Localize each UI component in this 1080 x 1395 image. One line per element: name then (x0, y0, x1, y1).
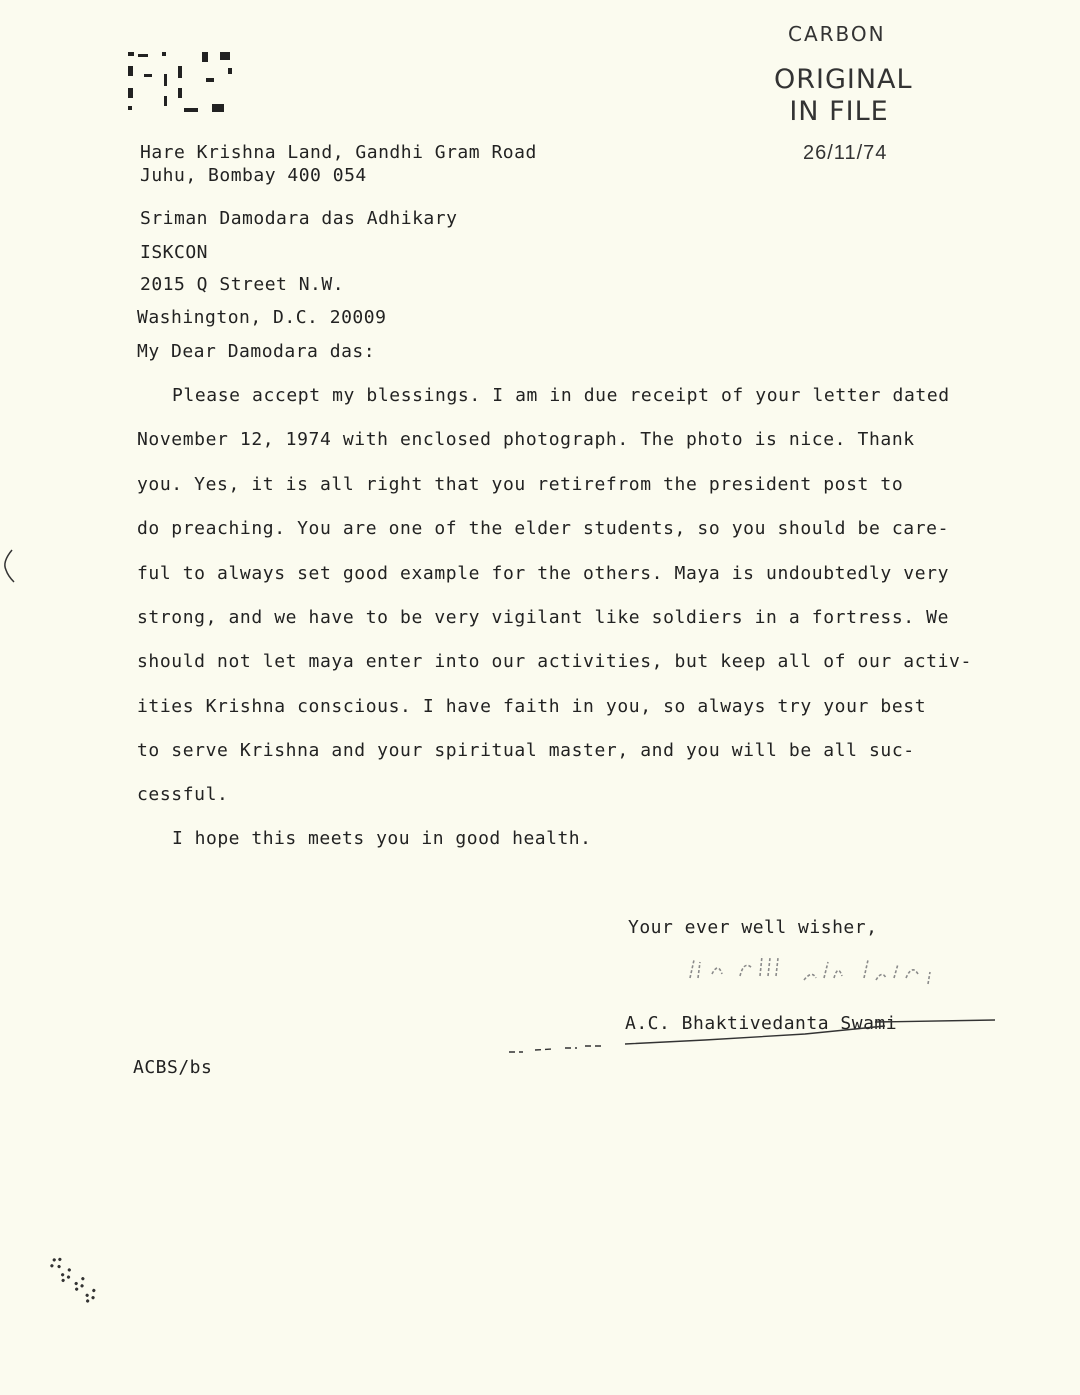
body-line: strong, and we have to be very vigilant like soldiers in a fortress. We (137, 607, 950, 628)
carbon-stamp: CARBON (788, 22, 886, 46)
recipient-name: Sriman Damodara das Adhikary (140, 208, 458, 229)
recipient-city: Washington, D.C. 20009 (137, 307, 387, 328)
sender-address-line1: Hare Krishna Land, Gandhi Gram Road (140, 142, 537, 163)
body-line: do preaching. You are one of the elder students, so you should be care- (137, 518, 950, 539)
closing-paragraph: I hope this meets you in good health. (172, 828, 592, 849)
date-stamp: 26/11/74 (803, 142, 888, 164)
body-line: November 12, 1974 with enclosed photograph. The photo is nice. Thank (137, 429, 915, 450)
signature-name: A.C. Bhaktivedanta Swami (625, 1013, 898, 1034)
file-stamp (122, 48, 242, 118)
corner-dotted-stamp (24, 1238, 124, 1328)
recipient-street: 2015 Q Street N.W. (140, 274, 345, 295)
complimentary-close: Your ever well wisher, (628, 917, 878, 938)
original-stamp-line2: IN FILE (789, 96, 889, 127)
original-stamp-line1: ORIGINAL (774, 64, 913, 95)
sender-address-line2: Juhu, Bombay 400 054 (140, 165, 367, 186)
salutation: My Dear Damodara das: (137, 341, 376, 362)
body-line: Please accept my blessings. I am in due receipt of your letter dated (172, 385, 950, 406)
recipient-organization: ISKCON (140, 242, 209, 263)
body-line: to serve Krishna and your spiritual master, and you will be all suc- (137, 740, 915, 761)
body-line: should not let maya enter into our activities, but keep all of our activ- (137, 651, 972, 672)
body-line: ful to always set good example for the others. Maya is undoubtedly very (137, 563, 950, 584)
body-line: ities Krishna conscious. I have faith in you, so always try your best (137, 696, 927, 717)
body-line: you. Yes, it is all right that you retirefrom the president post to (137, 474, 904, 495)
signature-underline (505, 1014, 1005, 1059)
original-in-file-stamp (774, 64, 913, 128)
body-line: cessful. (137, 784, 229, 805)
reference-initials: ACBS/bs (133, 1057, 213, 1078)
margin-bracket-mark (0, 548, 20, 584)
handwritten-signature (684, 948, 964, 998)
